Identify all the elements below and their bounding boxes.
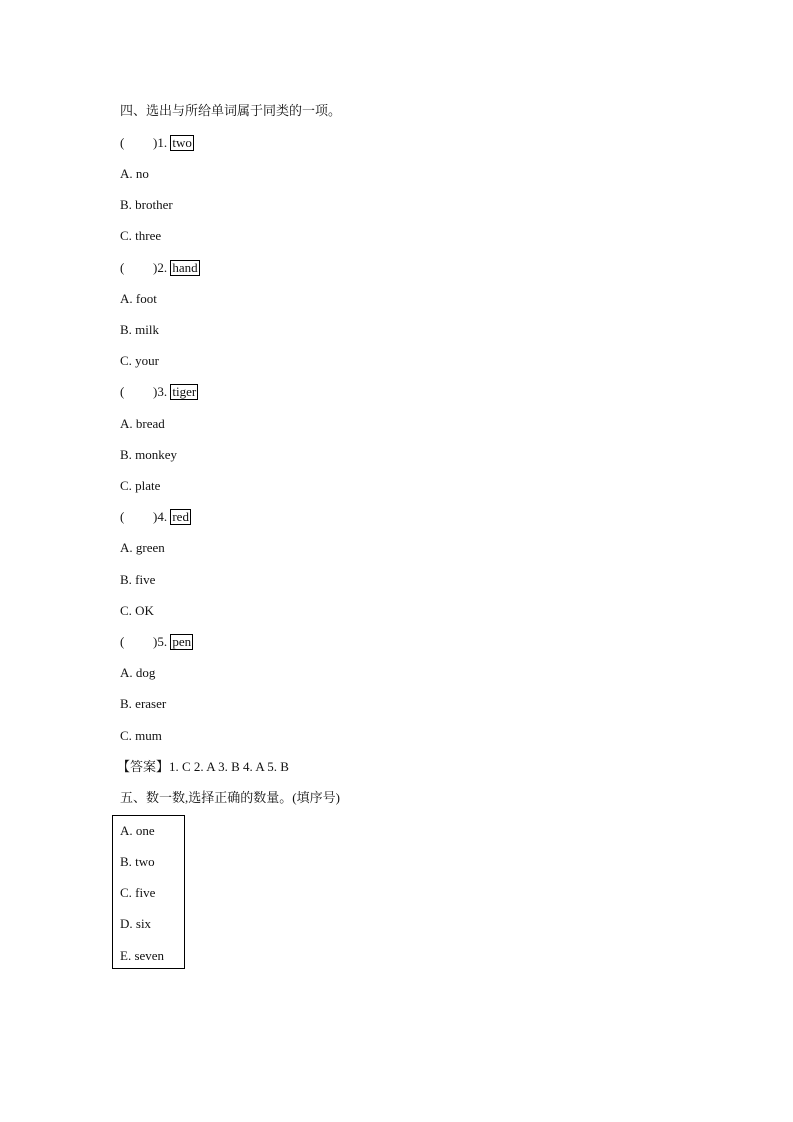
option-2c: C. your (120, 353, 159, 368)
answer-paren-open: ( (120, 260, 125, 275)
number-option-d: D. six (120, 916, 152, 931)
answer-label: 【答案】 (117, 759, 170, 774)
given-word: hand (172, 260, 198, 275)
number-options-box (112, 815, 185, 969)
option-5a: A. dog (120, 665, 156, 680)
option-4a: A. green (120, 540, 165, 555)
option-1a: A. no (120, 166, 149, 181)
option-1b: B. brother (120, 197, 173, 212)
number-option-b: B. two (120, 854, 155, 869)
option-5c: C. mum (120, 728, 162, 743)
question-number: )2. (153, 260, 168, 275)
option-3a: A. bread (120, 416, 165, 431)
question-3 (120, 384, 198, 400)
question-4 (120, 509, 191, 525)
section-5-heading: 五、数一数,选择正确的数量。(填序号) (120, 790, 340, 805)
option-4c: C. OK (120, 603, 154, 618)
number-option-e: E. seven (120, 948, 165, 963)
option-2b: B. milk (120, 322, 160, 337)
question-2 (120, 260, 200, 276)
option-2a: A. foot (120, 291, 157, 306)
answer-paren-open: ( (120, 384, 125, 399)
answer-paren-open: ( (120, 509, 125, 524)
question-number: )5. (153, 634, 168, 649)
question-1 (120, 135, 194, 151)
answer-paren-open: ( (120, 634, 125, 649)
given-word: tiger (172, 384, 197, 399)
number-option-a: A. one (120, 823, 155, 838)
section-4-heading: 四、选出与所给单词属于同类的一项。 (120, 103, 342, 118)
given-word: pen (172, 634, 192, 649)
option-3b: B. monkey (120, 447, 178, 462)
answer-paren-open: ( (120, 135, 125, 150)
question-5 (120, 634, 193, 650)
answer-text: 1. C 2. A 3. B 4. A 5. B (169, 759, 289, 774)
option-3c: C. plate (120, 478, 161, 493)
option-4b: B. five (120, 572, 156, 587)
question-number: )4. (153, 509, 168, 524)
option-1c: C. three (120, 228, 162, 243)
option-5b: B. eraser (120, 696, 167, 711)
number-option-c: C. five (120, 885, 156, 900)
answer-key (117, 759, 289, 775)
question-number: )3. (153, 384, 168, 399)
given-word: red (172, 509, 189, 524)
given-word: two (172, 135, 192, 150)
question-number: )1. (153, 135, 168, 150)
